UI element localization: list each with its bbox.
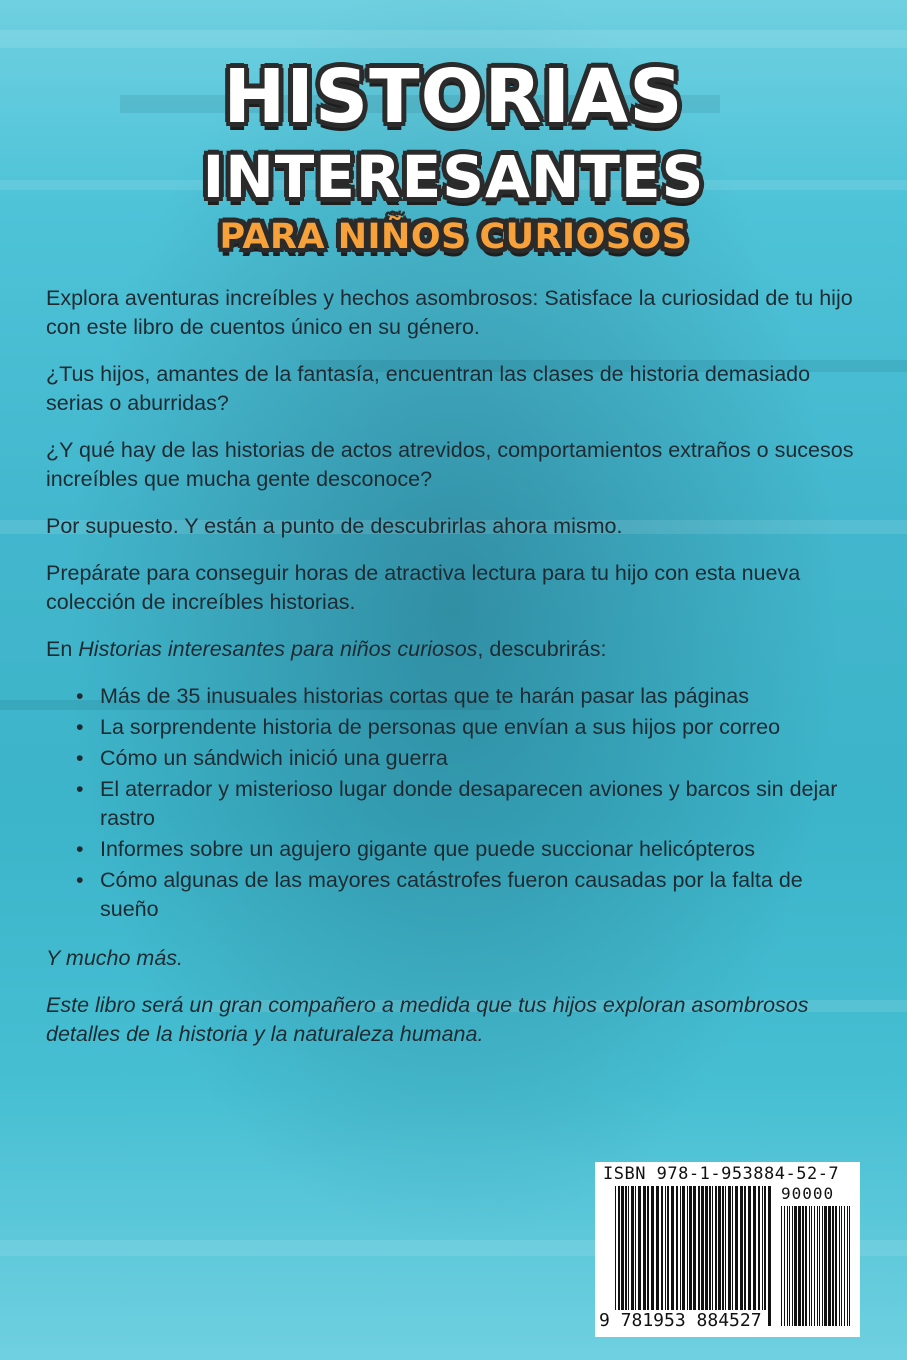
barcode-bar	[656, 1186, 659, 1326]
barcode-bar	[693, 1186, 696, 1326]
closing-more: Y mucho más.	[46, 946, 184, 970]
bullet-icon: •	[76, 746, 84, 770]
barcode-bar	[781, 1206, 782, 1326]
barcode-bar	[789, 1206, 790, 1326]
barcode-bar	[817, 1206, 818, 1326]
barcode-bar	[709, 1186, 711, 1326]
barcode-bar	[618, 1186, 620, 1326]
barcode-bar	[841, 1206, 842, 1326]
barcode-bar	[794, 1206, 797, 1326]
price-code: 90000	[781, 1184, 835, 1203]
blurb	[46, 284, 866, 1067]
barcode-bar	[824, 1206, 827, 1326]
list-item	[72, 835, 866, 864]
paragraph-3: ¿Y qué hay de las historias de actos atrevidos, comportamientos extraños o sucesos increíbles que mucha gente desconoce?	[46, 438, 854, 491]
barcode-bar	[748, 1186, 751, 1326]
barcode-bar	[665, 1186, 666, 1326]
isbn-barcode	[595, 1162, 860, 1337]
barcode-bar	[621, 1186, 624, 1326]
list-item-text: La sorprendente historia de personas que envían a sus hijos por correo	[100, 715, 781, 739]
barcode-bars	[615, 1186, 771, 1326]
isbn-label: ISBN 978-1-953884-52-7	[603, 1164, 840, 1184]
barcode-bar	[625, 1186, 627, 1326]
barcode-bar	[698, 1186, 700, 1326]
bullet-icon: •	[76, 777, 84, 801]
barcode-bar	[835, 1206, 837, 1326]
barcode-bar	[762, 1186, 763, 1326]
list-item	[72, 775, 866, 833]
barcode-bar	[643, 1186, 646, 1326]
intro-book-title: Historias interesantes para niños curiosos	[78, 637, 478, 661]
barcode-bar	[735, 1186, 738, 1326]
barcode-bar	[638, 1186, 641, 1326]
list-item	[72, 713, 866, 742]
barcode-bar	[628, 1186, 629, 1326]
closing-final: Este libro será un gran compañero a medida que tus hijos exploran asombrosos detalles de la historia y la naturaleza humana.	[46, 993, 809, 1046]
intro-prefix: En	[46, 637, 79, 661]
barcode-bar	[811, 1206, 812, 1326]
barcode-bar	[832, 1206, 834, 1326]
barcode-bar	[712, 1186, 713, 1326]
barcode-bar	[671, 1186, 674, 1326]
barcode-bar	[768, 1186, 771, 1326]
list-item	[72, 744, 866, 773]
list-item-text: Cómo algunas de las mayores catástrofes fueron causadas por la falta de sueño	[100, 868, 803, 921]
paragraph-2: ¿Tus hijos, amantes de la fantasía, encuentran las clases de historia demasiado serias o aburridas?	[46, 362, 811, 415]
list-item-text: Más de 35 inusuales historias cortas que te harán pasar las páginas	[100, 684, 749, 708]
barcode-bar	[758, 1186, 760, 1326]
barcode-bar	[844, 1206, 845, 1326]
list-item-text: Cómo un sándwich inició una guerra	[100, 746, 448, 770]
barcode-bar	[764, 1186, 766, 1326]
barcode-bar	[728, 1186, 731, 1326]
barcode-bar	[802, 1206, 804, 1326]
barcode-bar	[705, 1186, 708, 1326]
barcode-bar	[647, 1186, 649, 1326]
barcode-bar	[784, 1206, 785, 1326]
feature-list	[46, 682, 866, 924]
barcode-bar	[651, 1186, 654, 1326]
barcode-bar	[809, 1206, 810, 1326]
barcode-digits: 9 781953 884527	[599, 1310, 768, 1331]
barcode-bar	[722, 1186, 724, 1326]
book-title	[0, 52, 907, 255]
barcode-bar	[715, 1186, 717, 1326]
barcode-bar	[689, 1186, 692, 1326]
subtitle: PARA NIÑOS CURIOSOS	[219, 217, 688, 257]
barcode-bar	[615, 1186, 616, 1326]
barcode-bar	[740, 1186, 743, 1326]
bullet-icon: •	[76, 837, 84, 861]
barcode-bar	[828, 1206, 831, 1326]
list-item	[72, 682, 866, 711]
barcode-bar	[798, 1206, 801, 1326]
barcode-bar	[732, 1186, 733, 1326]
intro-paragraph	[46, 635, 866, 664]
addon-barcode-bars	[781, 1206, 851, 1326]
barcode-bar	[676, 1186, 678, 1326]
barcode-bar	[667, 1186, 669, 1326]
barcode-bar	[792, 1206, 793, 1326]
barcode-bar	[787, 1206, 788, 1326]
paragraph-1: Explora aventuras increíbles y hechos asombrosos: Satisface la curiosidad de tu hijo con este libro de cuentos único en su género.	[46, 286, 853, 339]
barcode-bar	[701, 1186, 704, 1326]
background-stripe	[0, 30, 907, 48]
barcode-bar	[631, 1186, 634, 1326]
list-item	[72, 866, 866, 924]
bullet-icon: •	[76, 684, 84, 708]
bullet-icon: •	[76, 715, 84, 739]
barcode-bar	[805, 1206, 807, 1326]
barcode-bar	[847, 1206, 848, 1326]
barcode-bar	[682, 1186, 685, 1326]
barcode-bar	[839, 1206, 840, 1326]
barcode-bar	[718, 1186, 721, 1326]
paragraph-4: Por supuesto. Y están a punto de descubrirlas ahora mismo.	[46, 514, 623, 538]
barcode-bar	[819, 1206, 820, 1326]
bullet-icon: •	[76, 868, 84, 892]
barcode-bar	[822, 1206, 823, 1326]
barcode-bar	[814, 1206, 815, 1326]
title-line-1: HISTORIAS	[223, 54, 684, 140]
list-item-text: Informes sobre un agujero gigante que puede succionar helicópteros	[100, 837, 755, 861]
barcode-bar	[849, 1206, 850, 1326]
barcode-bar	[744, 1186, 746, 1326]
barcode-bar	[661, 1186, 663, 1326]
barcode-bar	[635, 1186, 636, 1326]
list-item-text: El aterrador y misterioso lugar donde desaparecen aviones y barcos sin dejar rastro	[100, 777, 838, 830]
title-line-2: INTERESANTES	[202, 143, 705, 211]
paragraph-5: Prepárate para conseguir horas de atractiva lectura para tu hijo con esta nueva colección de increíbles historias.	[46, 561, 801, 614]
barcode-bar	[680, 1186, 681, 1326]
barcode-bar	[753, 1186, 756, 1326]
intro-suffix: , descubrirás:	[477, 637, 607, 661]
barcode-bar	[725, 1186, 726, 1326]
barcode-bar	[687, 1186, 688, 1326]
